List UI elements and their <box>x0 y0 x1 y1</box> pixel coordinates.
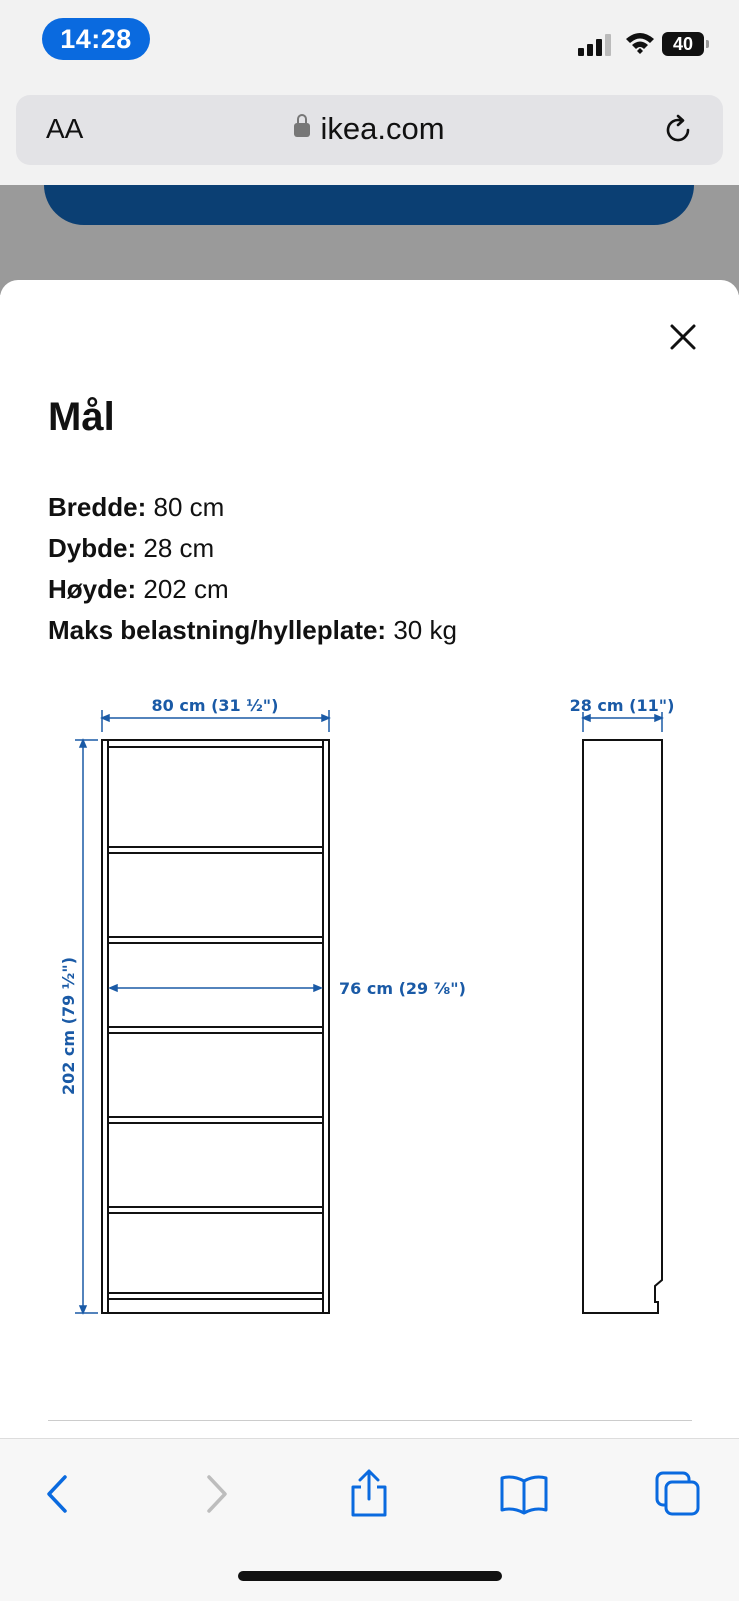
spec-label: Høyde: <box>48 574 137 604</box>
status-bar <box>0 0 739 80</box>
height-dimension-label: 202 cm (79 ½") <box>59 956 78 1096</box>
spec-depth <box>48 528 457 569</box>
reload-icon[interactable] <box>661 113 695 147</box>
spec-value: 28 cm <box>143 533 215 563</box>
spec-value: 30 kg <box>393 615 457 645</box>
spec-width <box>48 487 457 528</box>
dimension-drawing <box>0 690 739 1340</box>
clock[interactable]: 14:28 <box>42 18 150 60</box>
lock-icon <box>294 123 310 137</box>
url-display[interactable] <box>16 111 723 147</box>
tabs-icon[interactable] <box>653 1469 703 1519</box>
spec-max-load <box>48 610 457 651</box>
front-view <box>102 740 329 1313</box>
dimension-lines <box>75 710 662 1313</box>
side-view <box>583 740 662 1313</box>
width-dimension-label: 80 cm (31 ½") <box>151 696 279 715</box>
inner-width-dimension-label: 76 cm (29 ⅞") <box>339 979 466 998</box>
page-overlay[interactable] <box>0 185 739 295</box>
back-icon[interactable] <box>33 1469 83 1519</box>
forward-icon[interactable] <box>191 1469 241 1519</box>
modal-title: Mål <box>48 395 115 439</box>
spec-value: 202 cm <box>143 574 229 604</box>
domain-text: ikea.com <box>320 111 445 146</box>
spec-value: 80 cm <box>153 492 225 522</box>
background-button <box>44 185 694 225</box>
spec-label: Bredde: <box>48 492 147 522</box>
spec-label: Dybde: <box>48 533 137 563</box>
spec-label: Maks belastning/hylleplate: <box>48 615 387 645</box>
divider <box>48 1420 692 1421</box>
depth-dimension-label: 28 cm (11") <box>569 696 675 715</box>
share-icon[interactable] <box>344 1469 394 1519</box>
cellular-signal-icon <box>578 32 612 56</box>
text-size-button[interactable]: AA <box>46 113 84 144</box>
home-indicator[interactable] <box>238 1571 502 1581</box>
address-bar[interactable] <box>16 95 723 165</box>
spec-height <box>48 569 457 610</box>
battery-icon: 40 <box>662 32 704 56</box>
close-icon[interactable] <box>668 322 698 352</box>
wifi-icon <box>624 30 656 56</box>
spec-list <box>48 487 457 651</box>
bookmarks-icon[interactable] <box>499 1469 549 1519</box>
